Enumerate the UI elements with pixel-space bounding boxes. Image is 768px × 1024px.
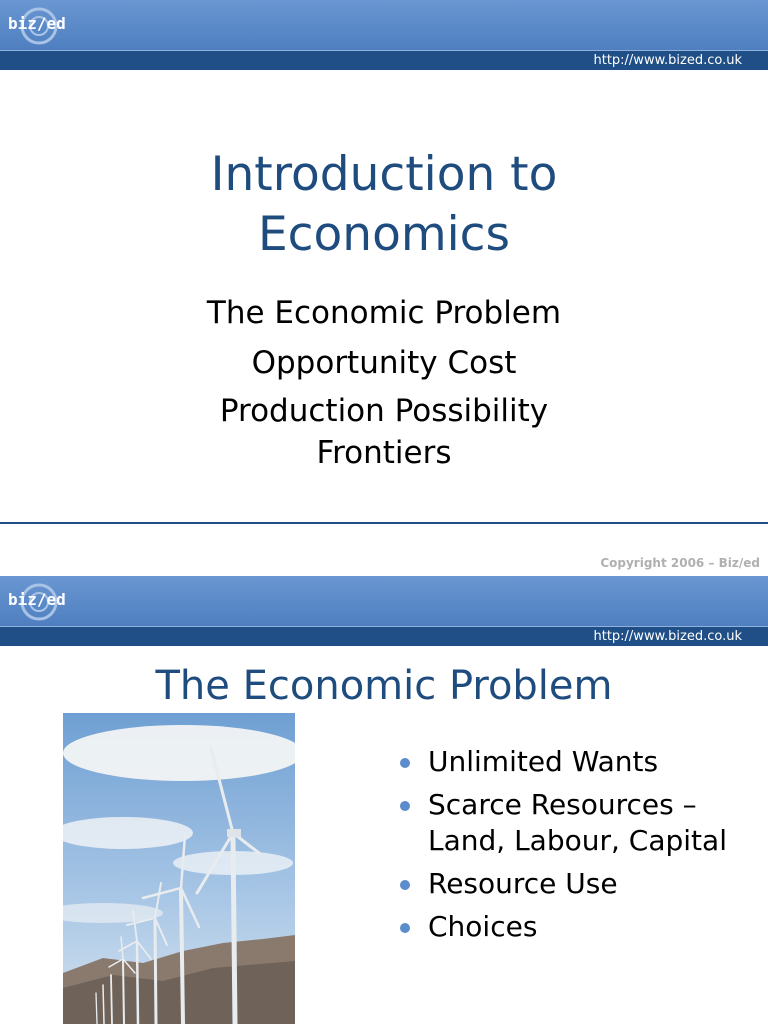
header-url-bar xyxy=(0,50,768,70)
slide-header xyxy=(0,0,768,70)
title-line-1: Introduction to xyxy=(210,147,558,202)
bullet-text: Scarce Resources – Land, Labour, Capital xyxy=(428,788,727,857)
subtitle-ppf: Production Possibility Frontiers xyxy=(219,393,549,471)
logo-text: biz/ed xyxy=(8,590,66,609)
header-url[interactable]: http://www.bized.co.uk xyxy=(593,629,742,644)
list-item xyxy=(398,744,758,780)
slide-header xyxy=(0,576,768,646)
bized-logo xyxy=(6,582,80,622)
bullet-icon xyxy=(400,923,410,933)
title-line-2: Economics xyxy=(257,207,510,262)
bullet-list xyxy=(398,744,758,952)
header-band xyxy=(0,0,768,50)
wind-turbines-photo xyxy=(63,713,295,1024)
header-band xyxy=(0,576,768,626)
list-item xyxy=(398,787,758,859)
header-url-bar xyxy=(0,626,768,646)
slide-title xyxy=(0,145,768,265)
header-url[interactable]: http://www.bized.co.uk xyxy=(593,53,742,68)
bullet-text: Resource Use xyxy=(428,867,618,900)
bullet-text: Choices xyxy=(428,910,538,943)
list-item xyxy=(398,909,758,945)
bullet-icon xyxy=(400,801,410,811)
content-slide xyxy=(0,576,768,1024)
footer-divider xyxy=(0,522,768,524)
slide-title: The Economic Problem xyxy=(155,663,613,709)
subtitle-opportunity-cost: Opportunity Cost xyxy=(251,345,517,381)
bized-logo xyxy=(6,6,80,46)
bullet-text: Unlimited Wants xyxy=(428,745,659,778)
list-item xyxy=(398,866,758,902)
copyright-text: Copyright 2006 – Biz/ed xyxy=(600,556,760,570)
logo-text: biz/ed xyxy=(8,14,66,33)
subtitle-economic-problem: The Economic Problem xyxy=(206,295,562,331)
bullet-icon xyxy=(400,880,410,890)
bullet-icon xyxy=(400,758,410,768)
